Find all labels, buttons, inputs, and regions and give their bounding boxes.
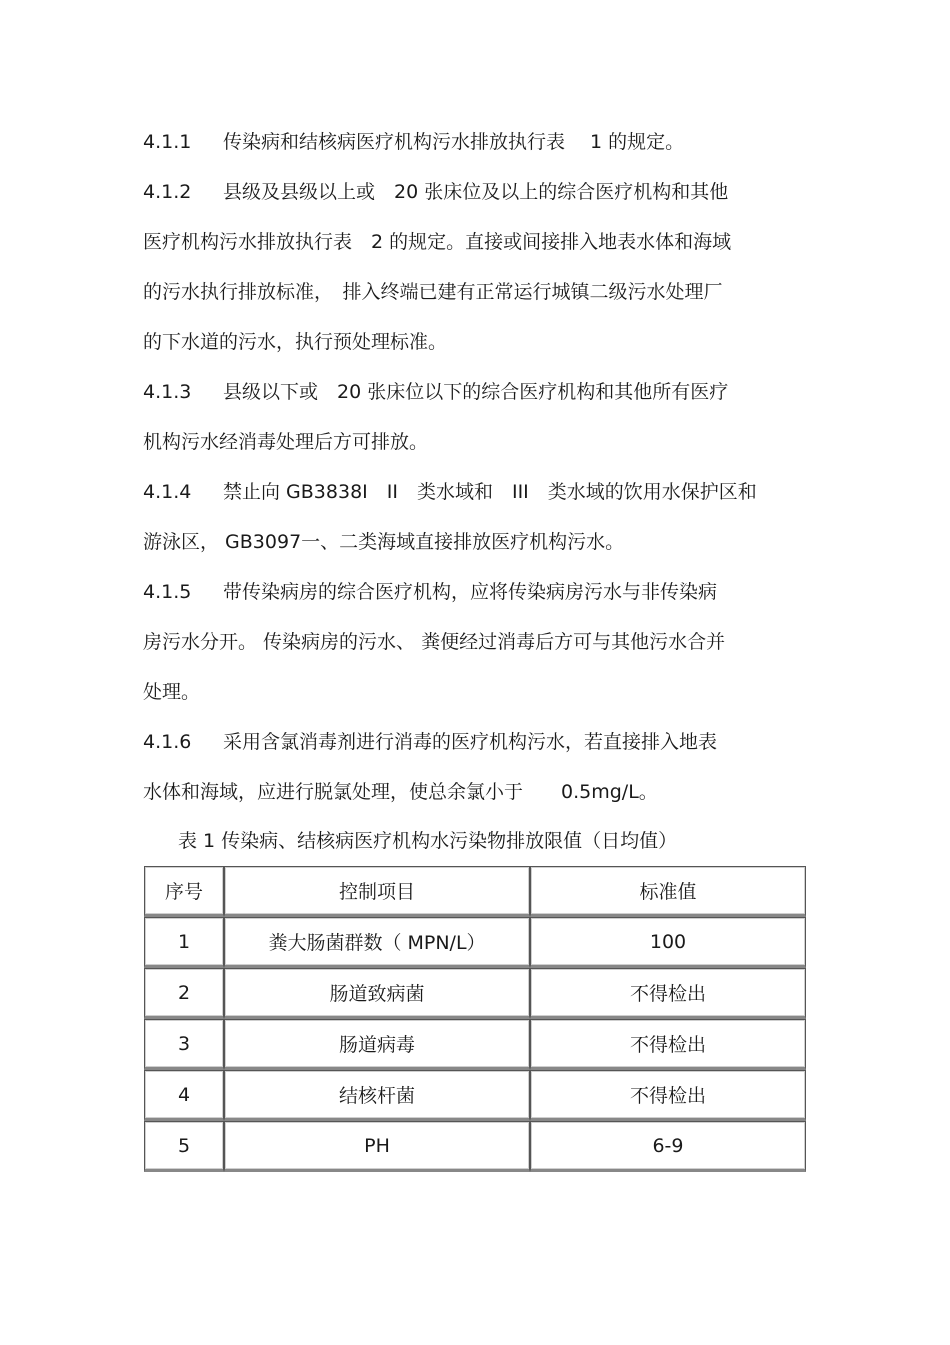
paragraph-4-1-6 — [143, 730, 717, 754]
paragraph-4-1-2 — [143, 180, 728, 204]
clause-number: 4.1.1 — [143, 131, 192, 153]
table-row — [144, 917, 806, 968]
paragraph-text: 带传染病房的综合医疗机构，应将传染病房污水与非传染病 — [223, 581, 718, 603]
clause-number: 4.1.5 — [143, 581, 192, 603]
paragraph-text: 房污水分开。 传染病房的污水、 粪便经过消毒后方可与其他污水合并 — [143, 631, 726, 653]
table-cell: 结核杆菌 — [224, 1070, 530, 1121]
table-cell: 不得检出 — [530, 1019, 806, 1070]
table-cell: 6-9 — [530, 1121, 806, 1172]
header-cell: 控制项目 — [224, 866, 530, 917]
clause-number: 4.1.2 — [143, 181, 192, 203]
paragraph-text: 的污水执行排放标准， 排入终端已建有正常运行城镇二级污水处理厂 — [143, 281, 723, 303]
table-cell: 3 — [144, 1019, 224, 1070]
table-row — [144, 1019, 806, 1070]
table-cell: 肠道病毒 — [224, 1019, 530, 1070]
paragraph-text: 县级及县级以上或 20 张床位及以上的综合医疗机构和其他 — [223, 181, 729, 203]
paragraph-4-1-5 — [143, 580, 717, 604]
emission-limits-table — [144, 866, 806, 1172]
table-row — [144, 1070, 806, 1121]
table-cell: 5 — [144, 1121, 224, 1172]
paragraph-text: 医疗机构污水排放执行表 2 的规定。直接或间接排入地表水体和海域 — [143, 231, 732, 253]
paragraph-text: 机构污水经消毒处理后方可排放。 — [143, 431, 429, 453]
table-header-row — [144, 866, 806, 917]
paragraph-text: 采用含氯消毒剂进行消毒的医疗机构污水，若直接排入地表 — [223, 731, 718, 753]
paragraph-text: 游泳区， GB3097一、二类海域直接排放医疗机构污水。 — [143, 531, 625, 553]
table-cell: 肠道致病菌 — [224, 968, 530, 1019]
clause-number: 4.1.6 — [143, 731, 192, 753]
table-cell: 粪大肠菌群数（ MPN/L） — [224, 917, 530, 968]
clause-number: 4.1.4 — [143, 481, 192, 503]
table-cell: 不得检出 — [530, 1070, 806, 1121]
header-cell: 标准值 — [530, 866, 806, 917]
paragraph-text: 禁止向 GB3838Ⅰ II 类水域和 III 类水域的饮用水保护区和 — [223, 481, 757, 503]
table-cell: PH — [224, 1121, 530, 1172]
header-cell: 序号 — [144, 866, 224, 917]
paragraph-text: 传染病和结核病医疗机构污水排放执行表 1 的规定。 — [223, 131, 685, 153]
paragraph-4-1-4 — [143, 480, 757, 504]
table-row — [144, 1121, 806, 1172]
paragraph-text: 县级以下或 20 张床位以下的综合医疗机构和其他所有医疗 — [223, 381, 729, 403]
paragraph-4-1-3 — [143, 380, 728, 404]
paragraph-text: 水体和海域，应进行脱氯处理，使总余氯小于 0.5mg/L。 — [143, 781, 658, 803]
paragraph-4-1-1 — [143, 130, 684, 154]
table-cell: 4 — [144, 1070, 224, 1121]
table-cell: 100 — [530, 917, 806, 968]
paragraph-text: 处理。 — [143, 681, 201, 703]
table-cell: 2 — [144, 968, 224, 1019]
table-cell: 不得检出 — [530, 968, 806, 1019]
paragraph-text: 的下水道的污水，执行预处理标准。 — [143, 331, 448, 353]
table-caption: 表 1 传染病、结核病医疗机构水污染物排放限值（日均值） — [178, 830, 678, 852]
clause-number: 4.1.3 — [143, 381, 192, 403]
table-row — [144, 968, 806, 1019]
table-cell: 1 — [144, 917, 224, 968]
